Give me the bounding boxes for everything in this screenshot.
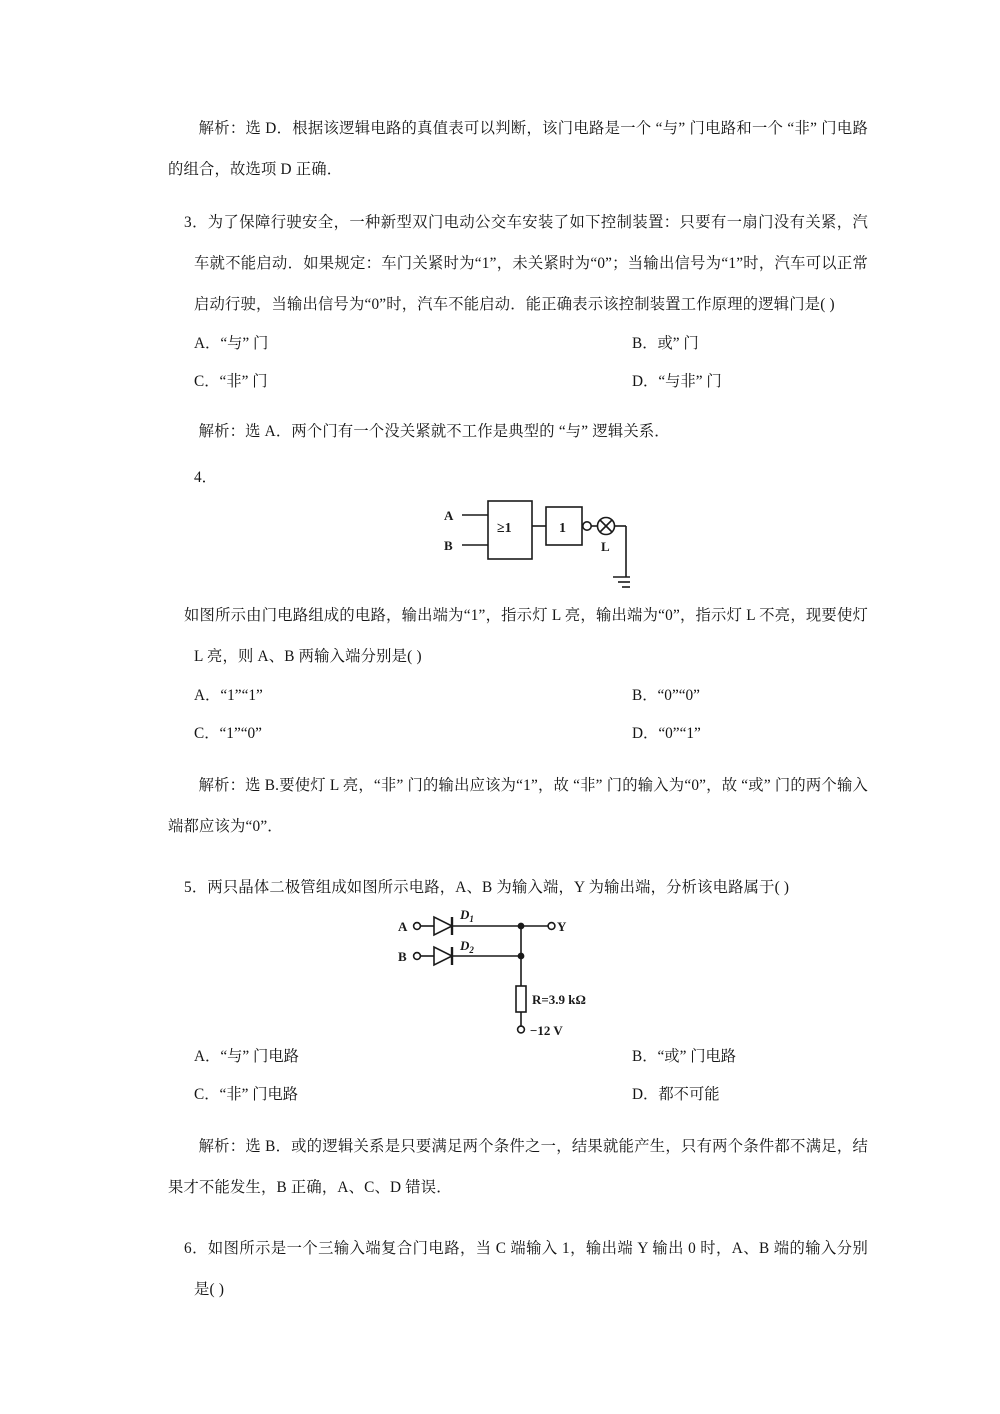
option-b[interactable]: B．或” 门 bbox=[632, 335, 699, 352]
figure-logic-gate-circuit bbox=[168, 493, 868, 595]
option-row bbox=[194, 325, 868, 363]
option-c[interactable]: C．“非” 门电路 bbox=[194, 1086, 299, 1103]
option-c[interactable]: C．“非” 门 bbox=[194, 373, 268, 390]
question-4-number: 4． bbox=[194, 469, 217, 486]
spacer bbox=[168, 190, 868, 202]
terminal-b-node bbox=[414, 953, 421, 960]
page-content bbox=[168, 108, 868, 1310]
option-a[interactable]: A．“与” 门电路 bbox=[194, 1048, 299, 1065]
option-row bbox=[194, 363, 868, 401]
option-row bbox=[194, 715, 868, 753]
spacer bbox=[168, 401, 868, 413]
diode-circuit-diagram-svg bbox=[396, 908, 626, 1038]
not-gate-symbol-label: 1 bbox=[559, 521, 566, 536]
resistor-body bbox=[516, 986, 526, 1012]
logic-gate-diagram-svg bbox=[440, 493, 630, 595]
option-b[interactable]: B．“0”“0” bbox=[632, 687, 700, 704]
q4-analysis-text: 解析：选 B.要使灯 L 亮，“非” 门的输出应该为“1”，故 “非” 门的输入为“0”，故 “或” 门的两个输入端都应该为“0”． bbox=[168, 777, 868, 835]
diode-1-triangle bbox=[434, 917, 452, 935]
terminal-a-node bbox=[414, 923, 421, 930]
question-4-stem: 如图所示由门电路组成的电路，输出端为“1”，指示灯 L 亮，输出端为“0”，指示灯 L 不亮，现要使灯 L 亮，则 A、B 两输入端分别是( ) bbox=[184, 607, 868, 665]
option-row bbox=[194, 1038, 868, 1076]
spacer bbox=[168, 753, 868, 765]
gate-input-a-label: A bbox=[444, 508, 454, 523]
option-a[interactable]: A．“1”“1” bbox=[194, 687, 263, 704]
gate-input-b-label: B bbox=[444, 538, 453, 553]
supply-voltage-label: −12 V bbox=[530, 1023, 563, 1038]
option-d[interactable]: D．都不可能 bbox=[632, 1086, 720, 1103]
option-a[interactable]: A．“与” 门 bbox=[194, 335, 269, 352]
question-5-stem: 5．两只晶体二极管组成如图所示电路，A、B 为输入端，Y 为输出端，分析该电路属于( ) bbox=[184, 879, 790, 896]
diode-2-triangle bbox=[434, 947, 452, 965]
figure-diode-circuit bbox=[168, 908, 868, 1038]
junction-dot-lower bbox=[518, 953, 523, 958]
option-row bbox=[194, 1076, 868, 1114]
spacer bbox=[168, 1208, 868, 1228]
diode-2-label: $D_2$ bbox=[460, 938, 474, 955]
question-6-stem: 6．如图所示是一个三输入端复合门电路，当 C 端输入 1，输出端 Y 输出 0 时，A、B 端的输入分别是( ) bbox=[184, 1240, 868, 1298]
diode-1-label: $D_1$ bbox=[460, 908, 474, 924]
spacer bbox=[168, 847, 868, 867]
q3-analysis-text: 解析：选 A．两个门有一个没关紧就不工作是典型的 “与” 逻辑关系． bbox=[198, 423, 670, 440]
diode-input-a-label: A bbox=[398, 919, 408, 934]
output-y-label: Y bbox=[557, 919, 567, 934]
inversion-bubble bbox=[583, 522, 591, 530]
option-d[interactable]: D．“与非” 门 bbox=[632, 373, 722, 390]
question-3-stem: 3．为了保障行驶安全，一种新型双门电动公交车安装了如下控制装置：只要有一扇门没有关紧，汽车就不能启动．如果规定：车门关紧时为“1”，未关紧时为“0”；当输出信号为“1”时，汽车可以正常启动行驶，当输出信号为“0”时，汽车不能启动．能正确表示该控制装置工作原理的逻辑门是( ) bbox=[184, 214, 868, 313]
diode-input-b-label: B bbox=[398, 949, 407, 964]
spacer bbox=[168, 451, 868, 463]
terminal-supply-node bbox=[518, 1026, 525, 1033]
question-4-options bbox=[168, 677, 868, 753]
lamp-label: L bbox=[601, 539, 610, 554]
spacer bbox=[168, 1114, 868, 1126]
or-gate-symbol-label: ≥1 bbox=[497, 521, 512, 536]
option-row bbox=[194, 677, 868, 715]
resistor-value-label: R=3.9 kΩ bbox=[532, 992, 586, 1007]
terminal-y-node bbox=[548, 923, 555, 930]
q5-analysis-text: 解析：选 B．或的逻辑关系是只要满足两个条件之一，结果就能产生，只有两个条件都不满足，结果才不能发生，B 正确，A、C、D 错误． bbox=[168, 1138, 868, 1196]
option-b[interactable]: B．“或” 门电路 bbox=[632, 1048, 737, 1065]
question-5-options bbox=[168, 1038, 868, 1114]
option-c[interactable]: C．“1”“0” bbox=[194, 725, 262, 742]
option-d[interactable]: D．“0”“1” bbox=[632, 725, 701, 742]
question-3-options bbox=[168, 325, 868, 401]
q2-analysis-text: 解析：选 D．根据该逻辑电路的真值表可以判断，该门电路是一个 “与” 门电路和一个 “非” 门电路的组合，故选项 D 正确． bbox=[168, 120, 868, 178]
